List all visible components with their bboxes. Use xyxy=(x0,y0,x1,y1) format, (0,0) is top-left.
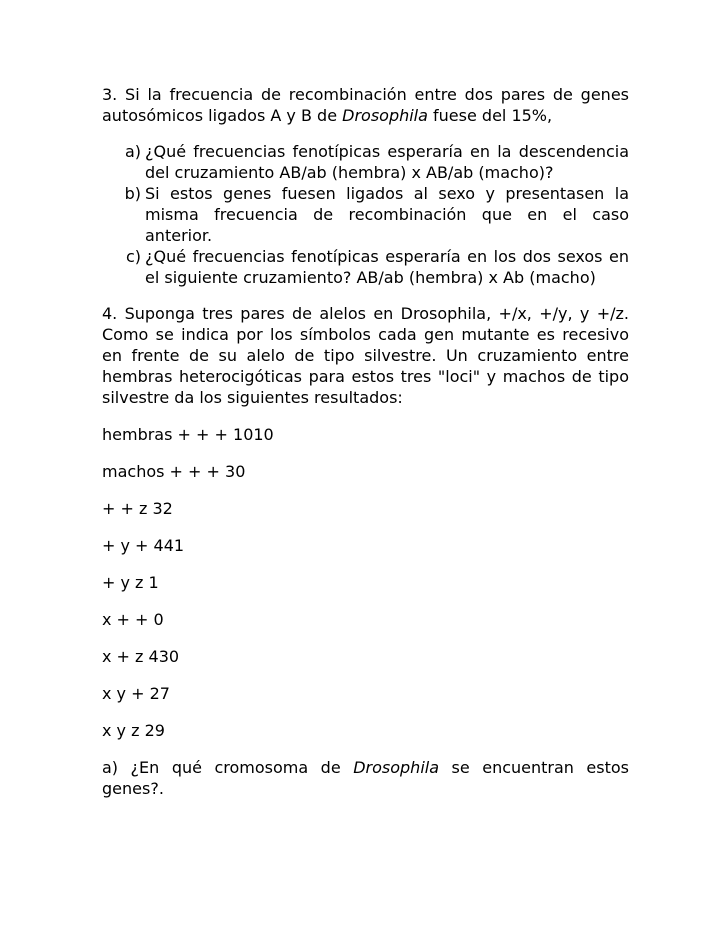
q4-results xyxy=(102,424,629,741)
q3-intro xyxy=(102,84,629,126)
q4-question-a-pre: a) ¿En qué cromosoma de xyxy=(102,758,354,777)
q4-question-a-post: se encuentran estos genes?. xyxy=(102,758,630,798)
result-line: + y z 1 xyxy=(102,573,159,592)
q3-item-c xyxy=(102,246,629,288)
q4-intro: 4. Suponga tres pares de alelos en Drosophila, +/x, +/y, y +/z. Como se indica por los símbolos cada gen mutante es recesivo en frente de su alelo de tipo silvestre. Un cruzamiento entre hembras heterocigóticas para estos tres "loci" y machos de tipo silvestre da los siguientes resultados: xyxy=(102,304,629,407)
result-line: + + z 32 xyxy=(102,499,173,518)
q3-intro-species: Drosophila xyxy=(342,106,428,125)
q3-list xyxy=(102,141,629,288)
q3-item-a xyxy=(102,141,629,183)
q3-item-b xyxy=(102,183,629,246)
q3-item-a-marker: a) xyxy=(124,142,141,161)
result-line: x y z 29 xyxy=(102,721,165,740)
result-line: machos + + + 30 xyxy=(102,462,246,481)
q3-item-b-text: Si estos genes fuesen ligados al sexo y presentasen la misma frecuencia de recombinación que en el caso anterior. xyxy=(145,184,629,245)
q3-intro-text-a: 3. Si la frecuencia de recombinación entre dos pares de genes autosómicos ligados A y B de xyxy=(102,85,629,125)
document-page xyxy=(102,84,629,799)
result-line: x y + 27 xyxy=(102,684,170,703)
q3-intro-text-b: fuese del 15%, xyxy=(427,106,553,125)
q3-item-c-text: ¿Qué frecuencias fenotípicas esperaría en los dos sexos en el siguiente cruzamiento? AB/ab (hembra) x Ab (macho) xyxy=(145,247,629,287)
q3-item-b-marker: b) xyxy=(124,184,141,203)
result-line: hembras + + + 1010 xyxy=(102,425,274,444)
result-line: x + + 0 xyxy=(102,610,164,629)
result-line: x + z 430 xyxy=(102,647,180,666)
q3-item-a-text: ¿Qué frecuencias fenotípicas esperaría en la descendencia del cruzamiento AB/ab (hembra) x AB/ab (macho)? xyxy=(145,142,629,182)
q3-item-c-marker: c) xyxy=(125,247,141,266)
result-line: + y + 441 xyxy=(102,536,185,555)
q4-question-a xyxy=(102,757,629,799)
q4-question-a-species: Drosophila xyxy=(353,758,440,777)
